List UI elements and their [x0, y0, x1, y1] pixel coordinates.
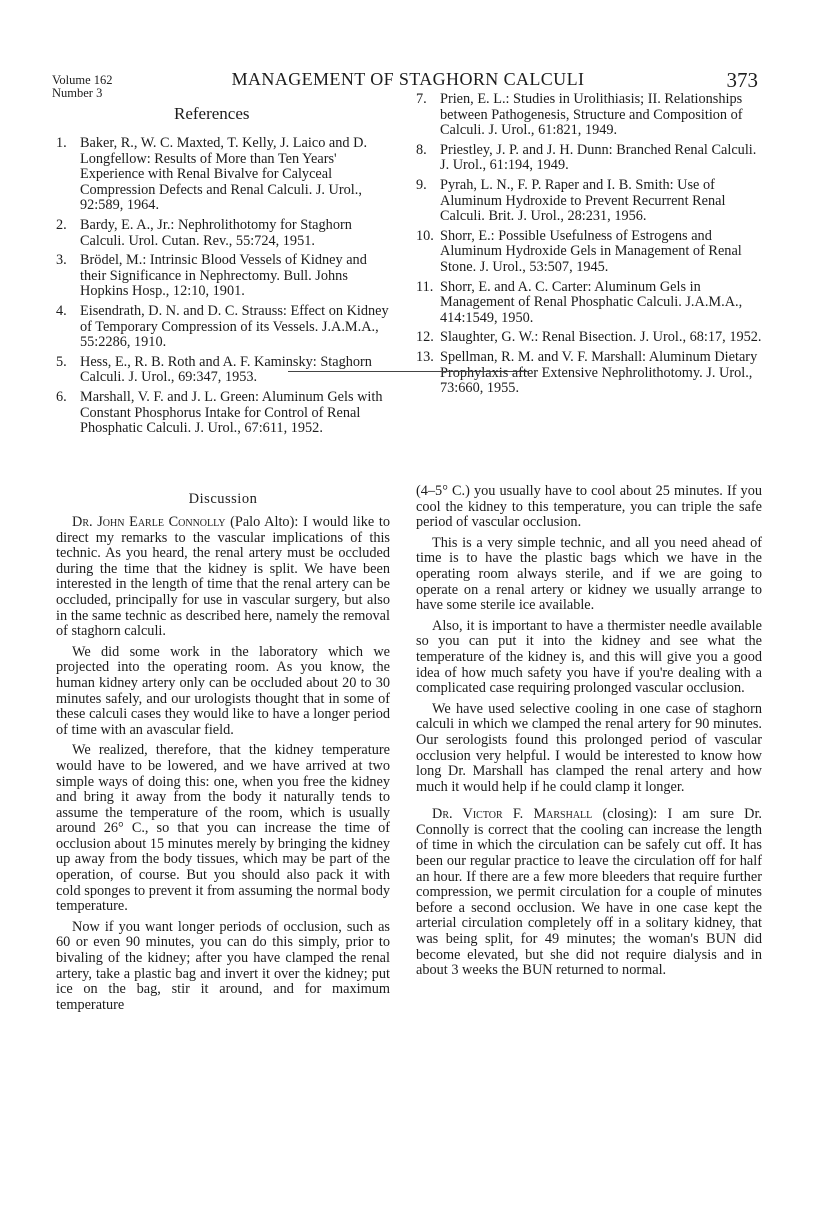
references-heading: References	[174, 104, 250, 123]
paragraph	[416, 807, 762, 979]
section-divider	[288, 371, 528, 372]
reference-text: Prien, E. L.: Studies in Urolithiasis; II. Relationships between Pathogenesis, Structure and Composition of Calculi. J. Urol., 61:821, 1949.	[440, 91, 743, 139]
paragraph: We did some work in the laboratory which we projected into the operating room. As you know, the human kidney artery only can be occluded about 20 to 30 minutes safely, and our urologists thought that in some of these calculi cases they would like to have a longer period of time with an avascular field.	[56, 643, 390, 738]
reference-text: Pyrah, L. N., F. P. Raper and I. B. Smith: Use of Aluminum Hydroxide to Prevent Recurrent Renal Calculi. Brit. J. Urol., 28:231, 1956.	[440, 176, 726, 225]
discussion-heading: Discussion	[188, 491, 258, 507]
reference-number: 2.	[56, 216, 67, 233]
speaker-affiliation: (closing):	[592, 806, 668, 823]
reference-item	[416, 178, 762, 225]
reference-number: 9.	[416, 176, 427, 193]
discussion-column-right	[416, 484, 762, 984]
reference-text: Hess, E., R. B. Roth and A. F. Kaminsky: Staghorn Calculi. J. Urol., 69:347, 1953.	[80, 353, 372, 386]
reference-number: 1.	[56, 135, 67, 151]
reference-text: Priestley, J. P. and J. H. Dunn: Branched Renal Calculi. J. Urol., 61:194, 1949.	[440, 141, 757, 174]
reference-number: 8.	[416, 141, 427, 158]
reference-text: Brödel, M.: Intrinsic Blood Vessels of Kidney and their Significance in Nephrectomy. Bull. Johns Hopkins Hosp., 12:10, 1901.	[80, 252, 367, 300]
page-number: 373	[726, 68, 758, 92]
reference-number: 3.	[56, 252, 67, 269]
reference-item	[56, 390, 390, 437]
paragraph: We have used selective cooling in one case of staghorn calculi in which we clamped the renal artery for 90 minutes. Our serologists found this prolonged period of vascular occlusion very helpful. I would be interested to know how long Dr. Marshall has clamped the renal artery and how much it would help if he could clamp it longer.	[416, 700, 762, 795]
reference-item	[56, 253, 390, 300]
reference-text: Slaughter, G. W.: Renal Bisection. J. Urol., 68:17, 1952.	[440, 329, 762, 346]
reference-item	[56, 218, 390, 249]
paragraph	[56, 515, 390, 640]
references-list-left	[56, 136, 390, 441]
running-title: MANAGEMENT OF STAGHORN CALCULI	[231, 69, 585, 89]
reference-number: 13.	[416, 348, 434, 365]
reference-text: Shorr, E.: Possible Usefulness of Estrogens and Aluminum Hydroxide Gels in Management of Renal Stone. J. Urol., 53:507, 1945.	[440, 227, 742, 275]
reference-number: 7.	[416, 91, 427, 107]
reference-text: Spellman, R. M. and V. F. Marshall: Aluminum Dietary Prophylaxis after Extensive Nephrolithotomy. J. Urol., 73:660, 1955.	[440, 348, 758, 397]
reference-item	[416, 92, 762, 139]
reference-item	[416, 350, 762, 397]
reference-text: Eisendrath, D. N. and D. C. Strauss: Effect on Kidney of Temporary Compression of its Vessels. J.A.M.A., 55:2286, 1910.	[80, 302, 389, 351]
reference-number: 10.	[416, 227, 434, 244]
discussion-column-left	[56, 515, 390, 1018]
paragraph: Also, it is important to have a thermister needle available so you can put it into the kidney and see what the temperature of the kidney is, and this will give you a good idea of how much safety you have if you're dealing with a complicated case requiring prolonged vascular occlusion.	[416, 617, 762, 697]
reference-item	[416, 143, 762, 174]
speaker-affiliation: (Palo Alto):	[225, 514, 303, 530]
reference-item	[416, 330, 762, 346]
paragraph-continuation: (4–5° C.) you usually have to cool about 25 minutes. If you cool the kidney to this temperature, you can triple the safe period of vascular occlusion.	[416, 483, 762, 531]
paragraph: We realized, therefore, that the kidney temperature would have to be lowered, and we have arrived at two simple ways of doing this: one, when you free the kidney and bring it away from the body it naturally tends to assume the temperature of the room, which is usually around 26° C., so that you can increase the time of occlusion about 15 minutes merely by bringing the kidney up away from the body tissues, which may be part of the operation, of course. But you should also pack it with cold sponges to prevent it from assuming the normal body temperature.	[56, 742, 390, 915]
reference-number: 5.	[56, 353, 67, 370]
speaker-name: Dr. John Earle Connolly	[72, 514, 226, 530]
reference-text: Baker, R., W. C. Maxted, T. Kelly, J. Laico and D. Longfellow: Results of More than Ten Years' Experience with Renal Bivalve for Calyceal Compression Defects and Renal Calculi. J. Urol., 92:589, 1964.	[80, 135, 368, 214]
reference-text: Marshall, V. F. and J. L. Green: Aluminum Gels with Constant Phosphorus Intake for Control of Renal Phosphatic Calculi. J. Urol., 67:611, 1952.	[80, 388, 383, 437]
reference-number: 11.	[416, 278, 434, 295]
reference-text: Bardy, E. A., Jr.: Nephrolithotomy for Staghorn Calculi. Urol. Cutan. Rev., 55:724, 1951.	[80, 216, 352, 249]
reference-item	[416, 229, 762, 276]
paragraph-text: I would like to direct my remarks to the vascular implications of this technic. As you heard, the renal artery must be occluded during the time that the kidney is split. We have been interested in the length of time that the renal artery can be occluded, principally for use in vascular surgery, but also in the same technic as described here, namely the removal of staghorn calculi.	[56, 514, 390, 640]
reference-number: 4.	[56, 302, 67, 319]
reference-number: 12.	[416, 329, 434, 346]
paragraph-text: I am sure Dr. Connolly is correct that the cooling can increase the length of time in which the circulation can be safely cut off. It has been our regular practice to leave the circulation off for half an hour. If there are a few more bleeders that require further compression, we permit circulation for a couple of minutes before a second occlusion. We have in one case kept the arterial circulation completely off in a solitary kidney, that was being split, for 49 minutes; the woman's BUN did become elevated, but she did not require dialysis and in about 3 weeks the BUN returned to normal.	[416, 806, 762, 979]
reference-item	[56, 136, 390, 214]
paragraph: This is a very simple technic, and all you need ahead of time is to have the plastic bags which we have in the operating room always sterile, and if we are going to operate on a renal artery or kidney we usually arrange to have some sterile ice available.	[416, 534, 762, 614]
reference-text: Shorr, E. and A. C. Carter: Aluminum Gels in Management of Renal Phosphatic Calculi. J.A.M.A., 414:1549, 1950.	[440, 278, 743, 326]
reference-item	[416, 280, 762, 327]
references-list-right	[416, 92, 762, 401]
reference-number: 6.	[56, 388, 67, 405]
number-label: Number 3	[52, 86, 103, 100]
reference-item	[56, 304, 390, 351]
volume-label: Volume 162	[52, 73, 113, 87]
speaker-name: Dr. Victor F. Marshall	[432, 806, 593, 823]
paragraph: Now if you want longer periods of occlusion, such as 60 or even 90 minutes, you can do this simply, prior to bivaling of the kidney; after you have clamped the renal artery, take a plastic bag and invert it over the kidney; put ice on the bag, stir it around, and for maximum temperature	[56, 918, 390, 1013]
